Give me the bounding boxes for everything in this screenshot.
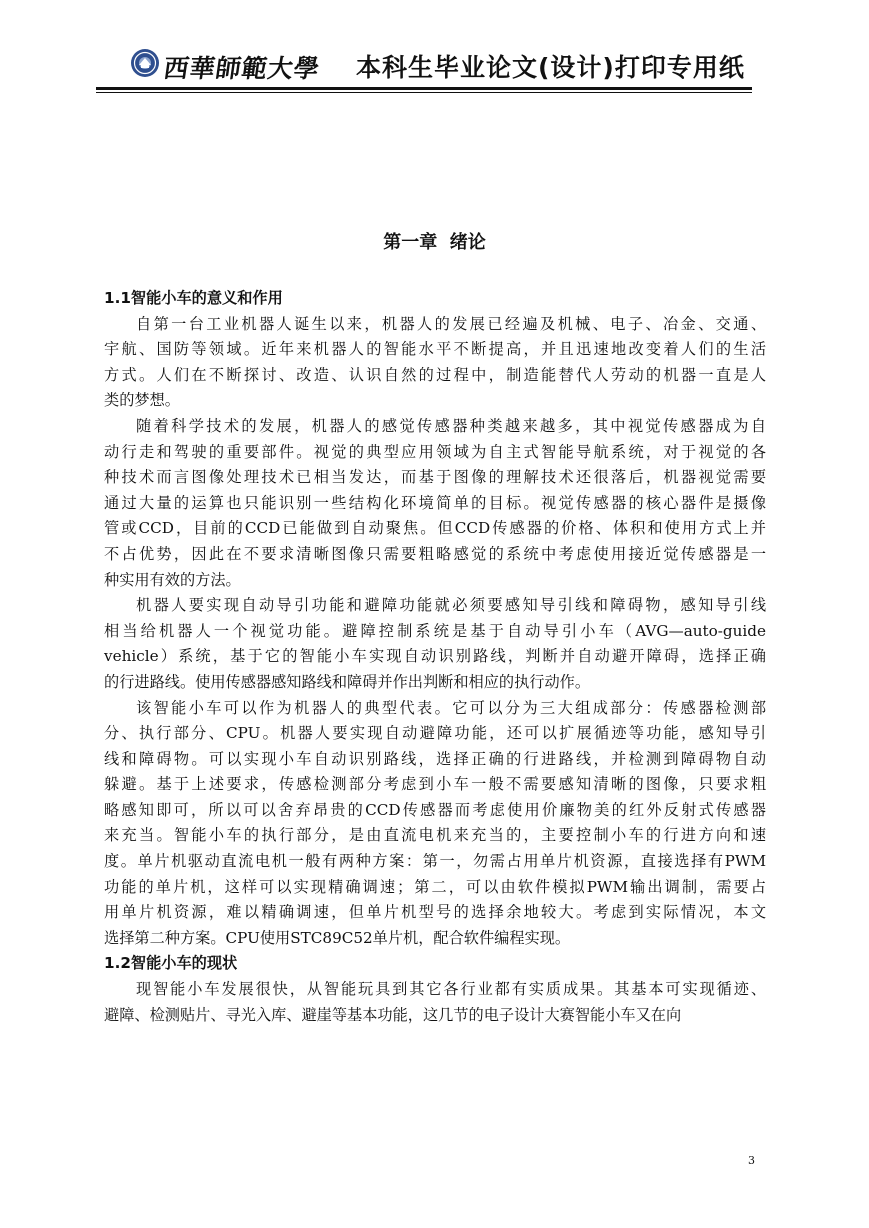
body-text xyxy=(104,286,766,1028)
university-seal-icon xyxy=(130,48,160,78)
text-line: 宇航、国防等领域。近年来机器人的智能水平不断提高，并且迅速地改变着人们的生活 xyxy=(104,340,766,359)
text-line: 度。单片机驱动直流电机一般有两种方案：第一，勿需占用单片机资源，直接选择有PWM xyxy=(104,852,766,871)
text-line: 方式。人们在不断探讨、改造、认识自然的过程中，制造能替代人劳动的机器一直是人 xyxy=(104,365,766,384)
text-line: 不占优势，因此在不要求清晰图像只需要粗略感觉的系统中考虑使用接近觉传感器是一 xyxy=(104,544,766,563)
text-line: 种实用有效的方法。 xyxy=(104,570,241,589)
text-line: 自第一台工业机器人诞生以来，机器人的发展已经遍及机械、电子、冶金、交通、 xyxy=(136,314,766,333)
text-line: 机器人要实现自动导引功能和避障功能就必须要感知导引线和障碍物，感知导引线 xyxy=(136,596,766,615)
section-heading: 1.1智能小车的意义和作用 xyxy=(104,289,283,307)
header-rule-thin xyxy=(96,92,752,93)
chapter-title: 第一章 绪论 xyxy=(383,232,486,253)
text-line: 管或CCD，目前的CCD已能做到自动聚焦。但CCD传感器的价格、体积和使用方式上并 xyxy=(104,519,766,538)
text-line: 来充当。智能小车的执行部分，是由直流电机来充当的，主要控制小车的行进方向和速 xyxy=(104,826,766,845)
text-line: 随着科学技术的发展，机器人的感觉传感器种类越来越多，其中视觉传感器成为自 xyxy=(136,416,766,435)
text-line: 相当给机器人一个视觉功能。避障控制系统是基于自动导引小车（AVG—auto-guide xyxy=(104,621,766,640)
page-header xyxy=(96,40,752,90)
text-line: 该智能小车可以作为机器人的典型代表。它可以分为三大组成部分：传感器检测部 xyxy=(136,698,766,717)
text-line: 略感知即可，所以可以舍弃昂贵的CCD传感器而考虑使用价廉物美的红外反射式传感器 xyxy=(104,800,766,819)
text-line: 的行进路线。使用传感器感知路线和障碍并作出判断和相应的执行动作。 xyxy=(104,672,590,691)
page-number: 3 xyxy=(748,1154,755,1167)
paragraph xyxy=(104,593,766,695)
text-line: 类的梦想。 xyxy=(104,391,180,410)
paragraph xyxy=(104,696,766,952)
text-line: 躲避。基于上述要求，传感检测部分考虑到小车一般不需要感知清晰的图像，只要求粗 xyxy=(104,775,766,794)
text-line: 通过大量的运算也只能识别一些结构化环境简单的目标。视觉传感器的核心器件是摄像 xyxy=(104,493,766,512)
text-line: 动行走和驾驶的重要部件。视觉的典型应用领域为自主式智能导航系统，对于视觉的各 xyxy=(104,442,766,461)
text-line: 种技术而言图像处理技术已相当发达，而基于图像的理解技术还很落后，机器视觉需要 xyxy=(104,468,766,487)
university-name-logo: 西華師範大學 xyxy=(161,54,322,83)
text-line: 现智能小车发展很快，从智能玩具到其它各行业都有实质成果。其基本可实现循迹、 xyxy=(136,980,766,999)
text-line: 避障、检测贴片、寻光入库、避崖等基本功能，这几节的电子设计大赛智能小车又在向 xyxy=(104,1005,682,1024)
text-line: 线和障碍物。可以实现小车自动识别路线，选择正确的行进路线，并检测到障碍物自动 xyxy=(104,749,766,768)
header-title: 本科生毕业论文(设计)打印专用纸 xyxy=(356,53,745,82)
text-line: vehicle）系统，基于它的智能小车实现自动识别路线，判断并自动避开障碍，选择正确 xyxy=(104,647,766,666)
paragraph xyxy=(104,414,766,593)
paragraph xyxy=(104,977,766,1028)
text-line: 分、执行部分、CPU。机器人要实现自动避障功能，还可以扩展循迹等功能，感知导引 xyxy=(104,724,766,743)
section-heading: 1.2智能小车的现状 xyxy=(104,954,238,973)
text-line: 选择第二种方案。CPU使用STC89C52单片机，配合软件编程实现。 xyxy=(104,928,571,947)
paragraph xyxy=(104,312,766,414)
text-line: 用单片机资源，难以精确调速，但单片机型号的选择余地较大。考虑到实际情况，本文 xyxy=(104,903,766,922)
header-rule-thick xyxy=(96,87,752,90)
text-line: 功能的单片机，这样可以实现精确调速；第二，可以由软件模拟PWM输出调制，需要占 xyxy=(104,877,766,896)
